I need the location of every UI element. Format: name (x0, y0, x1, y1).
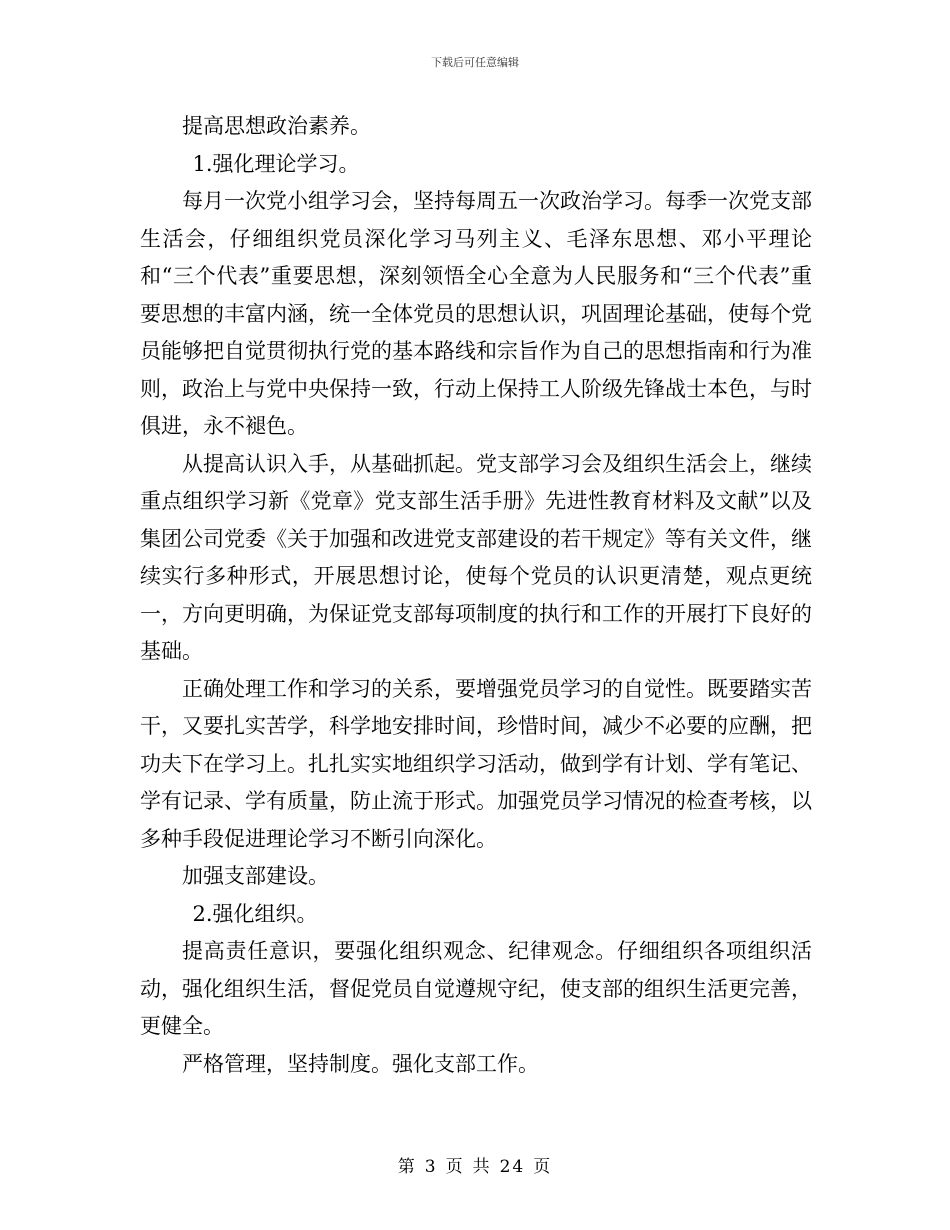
paragraph-1: 提高思想政治素养。 (182, 114, 371, 138)
document-body (140, 108, 812, 1083)
section-heading-2: 2.强化组织。 (192, 901, 318, 926)
footer-page-word: 页 (445, 1157, 465, 1177)
footer-current-page: 3 (424, 1157, 438, 1177)
paragraph-2: 每月一次党小组学习会，坚持每周五一次政治学习。每季一次党支部生活会，仔细组织党员深化学习马列主义、毛泽东思想、邓小平理论和“三个代表”重要思想，深刻领悟全心全意为人民服务和“三个代表”重要思想的丰富内涵，统一全体党员的思想认识，巩固理论基础，使每个党员能够把自觉贯彻执行党的基本路线和宗旨作为自己的思想指南和行为准则，政治上与党中央保持一致，行动上保持工人阶级先锋战士本色，与时俱进，永不褪色。 (140, 189, 812, 438)
paragraph-3: 从提高认识入手，从基础抓起。党支部学习会及组织生活会上，继续重点组织学习新《党章》党支部生活手册》先进性教育材料及文献”以及集团公司党委《关于加强和改进党支部建设的若干规定》等有关文件，继续实行多种形式，开展思想讨论，使每个党员的认识更清楚，观点更统一，方向更明确，为保证党支部每项制度的执行和工作的开展打下良好的基础。 (140, 451, 812, 663)
header-note: 下载后可任意编辑 (431, 56, 519, 69)
footer-suffix: 页 (533, 1157, 553, 1177)
footer-total-word: 共 (472, 1157, 492, 1177)
section-heading-1: 1.强化理论学习。 (192, 151, 360, 176)
paragraph-4: 正确处理工作和学习的关系，要增强党员学习的自觉性。既要踏实苦干，又要扎实苦学，科学地安排时间，珍惜时间，减少不必要的应酬，把功夫下在学习上。扎扎实实地组织学习活动，做到学有计划、学有笔记、学有记录、学有质量，防止流于形式。加强党员学习情况的检查考核，以多种手段促进理论学习不断引向深化。 (140, 676, 812, 851)
footer-total-pages: 24 (499, 1157, 526, 1177)
paragraph-5: 加强支部建设。 (182, 864, 329, 888)
page-number-footer (0, 1152, 950, 1177)
paragraph-7: 严格管理，坚持制度。强化支部工作。 (182, 1051, 539, 1076)
footer-prefix: 第 (397, 1157, 417, 1177)
paragraph-6: 提高责任意识，要强化组织观念、纪律观念。仔细组织各项组织活动，强化组织生活，督促党员自觉遵规守纪，使支部的组织生活更完善，更健全。 (140, 939, 812, 1038)
